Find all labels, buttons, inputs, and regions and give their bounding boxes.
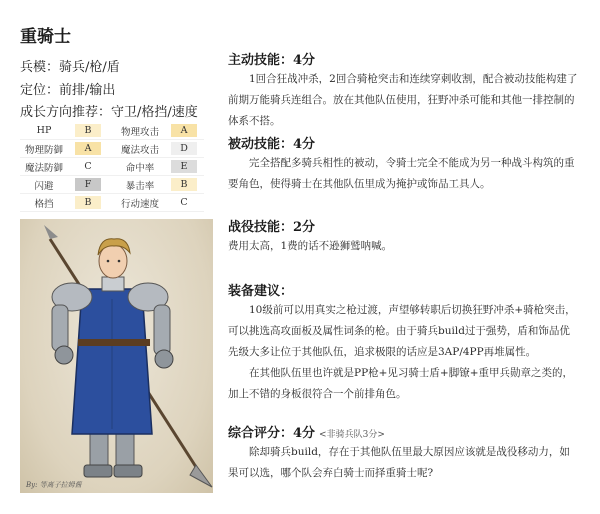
battle-skill-heading: 战役技能：2分: [228, 220, 316, 235]
stat-label: 命中率: [116, 158, 164, 176]
stat-grade: F: [75, 178, 101, 191]
passive-skill-text: 完全搭配多骑兵相性的被动，令骑士完全不能成为另一种战斗构筑的重要角色，使得骑士在其他队伍里成为掩护或饰品工具人。: [228, 157, 575, 190]
stat-label: 物理防御: [20, 140, 68, 158]
stats-row: [20, 176, 204, 194]
active-skill-heading: 主动技能：4分: [228, 53, 316, 68]
stats-row: [20, 140, 204, 158]
stat-grade: B: [75, 196, 101, 209]
stat-label: HP: [20, 122, 68, 140]
equipment-heading: 装备建议：: [228, 284, 294, 299]
knight-portrait: [20, 219, 213, 493]
stat-grade: A: [75, 142, 101, 155]
overall-rating-heading: [228, 422, 385, 441]
stat-grade: B: [171, 178, 197, 191]
stat-grade: A: [171, 124, 197, 137]
stat-label: 闪避: [20, 176, 68, 194]
stat-label: 魔法攻击: [116, 140, 164, 158]
page-title: 重骑士: [20, 27, 71, 47]
stat-label: 魔法防御: [20, 158, 68, 176]
equipment-text-1: 10级前可以用真实之枪过渡，声望够转职后切换狂野冲杀+骑枪突击，可以挑选高攻面板及属性词条的枪。由于骑兵build过于强势，盾和饰品优先级大多让位于其他队伍，追求极限的话应是3AP/4PP再堆属性。: [228, 304, 576, 358]
equipment-text-2: 在其他队伍里也许就是PP枪+见习骑士盾+脚镣+重甲兵勋章之类的，加上不错的身板很符合一个前排角色。: [228, 367, 574, 400]
stat-grade: D: [171, 142, 197, 155]
active-skill-text: 1回合狂战冲杀，2回合骑枪突击和连续穿刺收割，配合被动技能构建了前期万能骑兵连组合。放在其他队伍使用，狂野冲杀可能和其他一排控制的体系不搭。: [228, 73, 578, 127]
stat-label: 格挡: [20, 194, 68, 212]
artist-signature: By: 等离子拉姆酱: [26, 481, 82, 489]
passive-skill-heading: 被动技能：4分: [228, 137, 316, 152]
growth-line: 成长方向推荐：守卫/格挡/速度: [20, 105, 198, 120]
stats-row: [20, 158, 204, 176]
knight-illustration: [20, 219, 213, 493]
stat-grade: C: [171, 196, 197, 209]
weapon-line: 兵模：骑兵/枪/盾: [20, 60, 120, 75]
role-line: 定位：前排/输出: [20, 83, 116, 98]
overall-rating-note: <非骑兵队3分>: [319, 430, 385, 440]
stats-table: [20, 122, 204, 212]
stats-row: [20, 122, 204, 140]
overall-rating-label: 综合评分：4分: [228, 426, 316, 441]
battle-skill-text: 费用太高，1费的话不逊狮鹫呐喊。: [228, 240, 393, 252]
stats-row: [20, 194, 204, 212]
stat-grade: E: [171, 160, 197, 173]
overall-rating-text: 除却骑兵build，存在于其他队伍里最大原因应该就是战役移动力，如果可以选，哪个队会弃白骑士而择重骑士呢?: [228, 446, 570, 479]
stat-grade: B: [75, 124, 101, 137]
stat-label: 暴击率: [116, 176, 164, 194]
stat-label: 物理攻击: [116, 122, 164, 140]
stat-grade: C: [75, 160, 101, 173]
stat-label: 行动速度: [116, 194, 164, 212]
